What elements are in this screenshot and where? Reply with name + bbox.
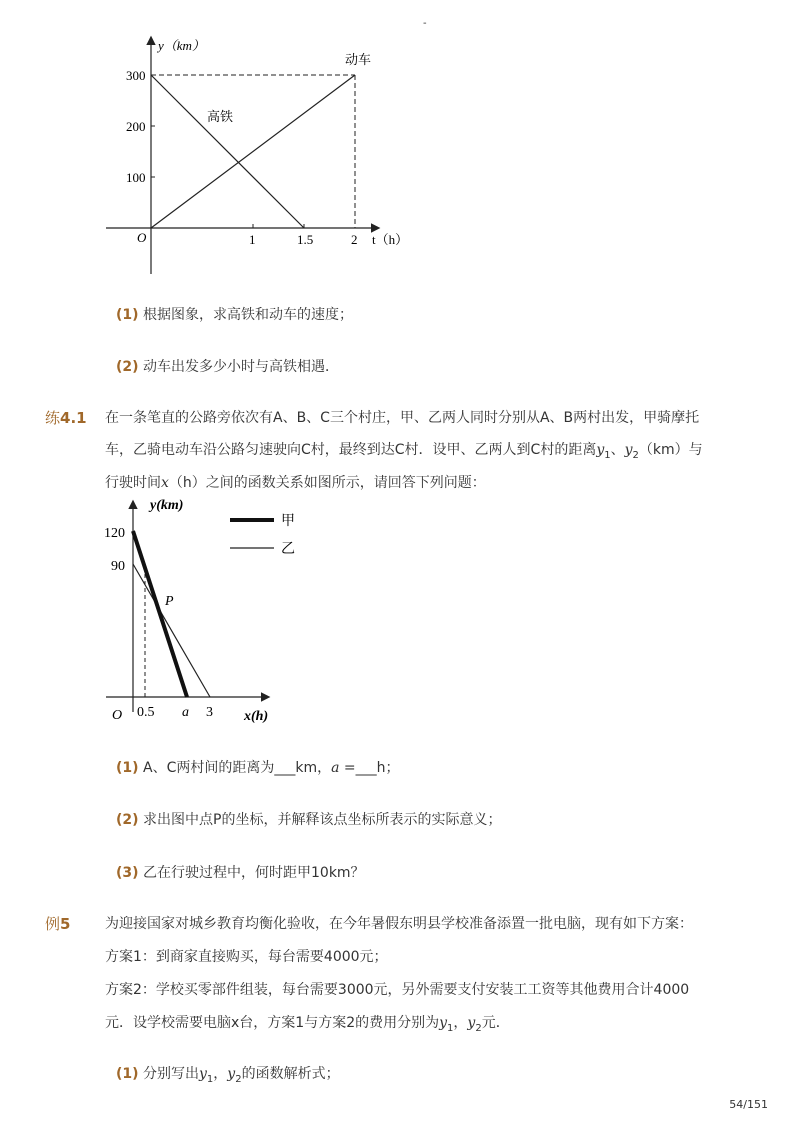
x-tick-label-a: a <box>182 705 189 720</box>
series-label-dongche: 动车 <box>345 53 372 68</box>
x-tick-label-3: 3 <box>206 705 213 720</box>
y-tick-label-120: 120 <box>104 526 125 541</box>
x-axis-label: x(h) <box>244 709 269 724</box>
x-tick-label-2: 2 <box>351 232 358 247</box>
origin-label: O <box>112 708 123 723</box>
series-jia-line <box>133 531 187 697</box>
top-mark: - <box>423 18 427 29</box>
ex5-line-3: 方案2：学校买零部件组装，每台需要3000元，另外需要支付安装工工资等其他费用合计4000 <box>105 982 690 998</box>
exercise-tag: 练4.1 <box>45 409 87 427</box>
ex41-line-2: 车，乙骑电动车沿公路匀速驶向C村，最终到达C村．设甲、乙两人到C村的距离$y_1$、$y_2(km)$与 <box>105 442 703 461</box>
q1-item-1: (1) 根据图象，求高铁和动车的速度； <box>116 307 353 323</box>
ex41-item-1: (1) A、C两村间的距离为___km，a =___h； <box>116 760 400 776</box>
ex5-line-1: 为迎接国家对城乡教育均衡化验收，在今年暑假东明县学校准备添置一批电脑，现有如下方案： <box>105 916 693 932</box>
x-tick-label-0.5: 0.5 <box>137 705 155 720</box>
y-tick-label-300: 300 <box>126 68 146 83</box>
legend-jia-label: 甲 <box>281 513 295 529</box>
origin-label: O <box>137 230 147 245</box>
ex41-item-3: (3) 乙在行驶过程中，何时距甲10km？ <box>116 865 365 881</box>
series-gaotie-line <box>151 75 304 228</box>
q1-item-2: (2) 动车出发多少小时与高铁相遇． <box>116 359 339 375</box>
chart-jia-yi <box>0 490 800 730</box>
series-dongche-line <box>151 75 355 228</box>
chart-high-speed-train <box>0 0 800 290</box>
y-tick-label-100: 100 <box>126 170 146 185</box>
ex5-line-4: 元．设学校需要电脑x台，方案1与方案2的费用分别为$y_1$，$y_2$元． <box>105 1015 510 1034</box>
ex5-line-2: 方案1：到商家直接购买，每台需要4000元； <box>105 949 388 965</box>
y-tick-label-200: 200 <box>126 119 146 134</box>
y-tick-label-90: 90 <box>111 559 125 574</box>
y-axis-label: y(km) <box>150 498 184 513</box>
page-number: 54/151 <box>729 1098 768 1111</box>
y-axis-label: y（km） <box>158 38 205 53</box>
x-tick-label-1.5: 1.5 <box>297 232 314 247</box>
ex41-line-1: 在一条笔直的公路旁依次有A、B、C三个村庄，甲、乙两人同时分别从A、B两村出发，甲骑摩托 <box>105 410 700 426</box>
series-label-gaotie: 高铁 <box>207 110 234 125</box>
example-tag: 例5 <box>45 915 71 933</box>
ex5-item-1: (1) 分别写出$y_1$，$y_2$的函数解析式； <box>116 1066 340 1085</box>
x-tick-label-1: 1 <box>249 232 256 247</box>
ex41-line-3: 行驶时间x（h）之间的函数关系如图所示，请回答下列问题： <box>105 475 486 491</box>
x-axis-label: t（h） <box>372 232 409 247</box>
point-p-label: P <box>165 594 174 609</box>
legend-yi-label: 乙 <box>281 541 295 557</box>
ex41-item-2: (2) 求出图中点P的坐标，并解释该点坐标所表示的实际意义； <box>116 812 502 828</box>
